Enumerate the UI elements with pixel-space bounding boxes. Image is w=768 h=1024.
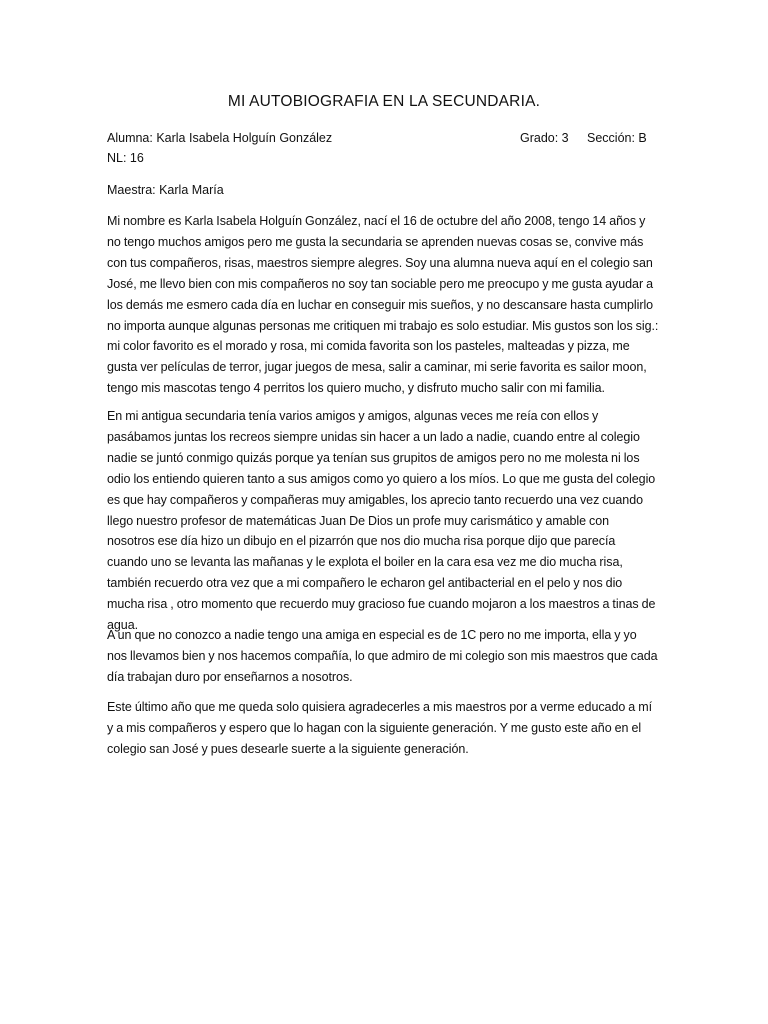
teacher-name: Maestra: Karla María bbox=[107, 183, 224, 197]
nl-number: NL: 16 bbox=[107, 151, 144, 165]
paragraph-1: Mi nombre es Karla Isabela Holguín González, nací el 16 de octubre del año 2008, tengo 14 años y no tengo muchos amigos pero me gusta la secundaria se aprenden nuevas cosas se, convive más con tus compañeros, risas, maestros siempre alegres. Soy una alumna nueva aquí en el colegio san José, me llevo bien con mis compañeros no soy tan sociable pero me preocupo y me gusta ayudar a los demás me esmero cada día en luchar en conseguir mis sueños, y no descansare hasta cumplirlo no importa aunque algunas personas me critiquen mi trabajo es solo estudiar. Mis gustos son los sig.: mi color favorito es el morado y rosa, mi comida favorita son los pasteles, malteadas y pizza, me gusta ver películas de terror, jugar juegos de mesa, salir a caminar, mi serie favorita es sailor moon, tengo mis mascotas tengo 4 perritos los quiero mucho, y disfruto mucho salir con mi familia. bbox=[107, 214, 659, 396]
student-name: Alumna: Karla Isabela Holguín González bbox=[107, 131, 333, 145]
grade-label: Grado: 3 bbox=[520, 131, 569, 145]
document-title: MI AUTOBIOGRAFIA EN LA SECUNDARIA. bbox=[227, 93, 541, 110]
paragraph-2: En mi antigua secundaria tenía varios amigos y amigos, algunas veces me reía con ellos y pasábamos juntas los recreos siempre unidas sin hacer a un lado a nadie, cuando entre al colegio nadie se juntó conmigo quizás porque ya tenían sus grupitos de amigos pero no me molesta ni los odio los entiendo quieren tanto a sus amigos como yo quiero a los míos. Lo que me gusta del colegio es que hay compañeros y compañeras muy amigables, los aprecio tanto recuerdo una vez cuando llego nuestro profesor de matemáticas Juan De Dios un profe muy carismático y amable con nosotros ese día hizo un dibujo en el pizarrón que nos dio mucha risa porque dijo que parecía cuando uno se levanta las mañanas y le explota el boiler en la cara esa vez me dio mucha risa, también recuerdo otra vez que a mi compañero le echaron gel antibacterial en el pelo y nos dio mucha risa , otro momento que recuerdo muy gracioso fue cuando mojaron a los maestros a tinas de agua. bbox=[107, 409, 656, 633]
paragraph-3: A un que no conozco a nadie tengo una amiga en especial es de 1C pero no me importa, ella y yo nos llevamos bien y nos hacemos compañía, lo que admiro de mi colegio son mis maestros que cada día trabajan duro por enseñarnos a nosotros. bbox=[107, 628, 658, 684]
paragraph-4: Este último año que me queda solo quisiera agradecerles a mis maestros por a verme educado a mí y a mis compañeros y espero que lo hagan con la siguiente generación. Y me gusto este año en el colegio san José y pues desearle suerte a la siguiente generación. bbox=[107, 700, 652, 756]
section-label: Sección: B bbox=[587, 131, 647, 145]
